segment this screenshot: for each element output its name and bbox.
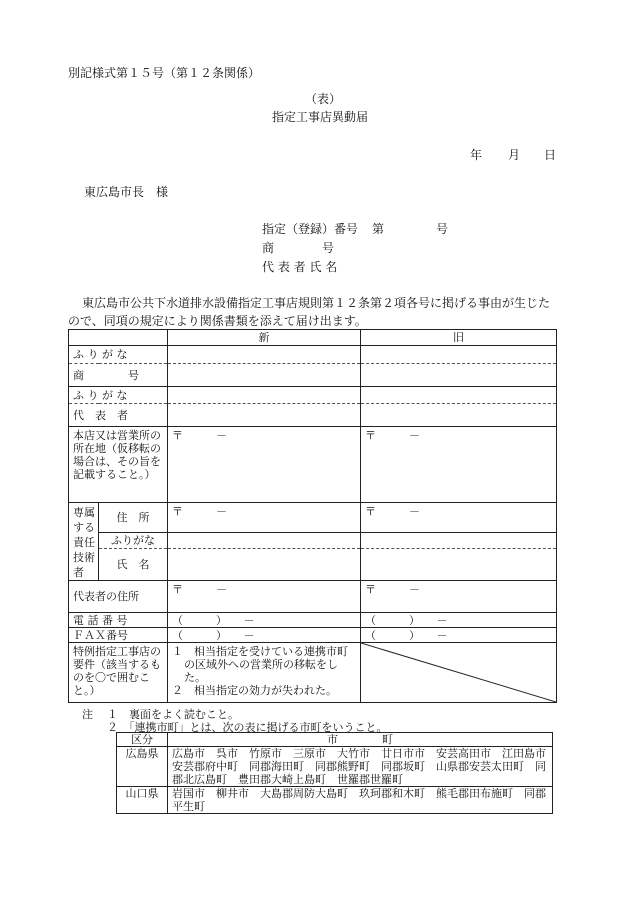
trade-furigana-label: ふ り が な xyxy=(69,346,168,364)
office-address-new[interactable] xyxy=(168,427,361,503)
rep-address-old[interactable] xyxy=(361,581,557,613)
area-col-region: 区分 xyxy=(117,733,168,747)
area-region-hiroshima: 広島県 xyxy=(117,747,168,787)
postal-mark: 〒 － xyxy=(172,429,227,442)
representative-old[interactable] xyxy=(361,404,557,427)
addressee: 東広島市長 様 xyxy=(84,185,169,199)
phone-old[interactable]: （ ） － xyxy=(361,613,557,628)
postal-mark: 〒 － xyxy=(365,583,420,596)
special-item-2[interactable]: ２ 相当指定の効力が失われた。 xyxy=(172,684,337,697)
rep-address-label: 代表者の住所 xyxy=(69,581,168,613)
fax-label: ＦＡＸ番号 xyxy=(69,628,168,643)
date-day: 日 xyxy=(544,148,557,162)
col-new-header: 新 xyxy=(168,330,361,346)
representative-new[interactable] xyxy=(168,404,361,427)
area-col-cities: 市 町 xyxy=(168,733,553,747)
special-options[interactable] xyxy=(168,643,361,703)
engineer-name-new[interactable] xyxy=(168,548,361,580)
change-table xyxy=(68,329,557,703)
area-region-yamaguchi: 山口県 xyxy=(117,787,168,814)
col-old-header: 旧 xyxy=(361,330,557,346)
office-address-old[interactable] xyxy=(361,427,557,503)
partner-cities-table xyxy=(116,732,557,814)
fax-old[interactable]: （ ） － xyxy=(361,628,557,643)
special-label: 特例指定工事店の要件（該当するものを〇で囲むこと。） xyxy=(69,643,168,703)
rep-furigana-old[interactable] xyxy=(361,387,557,404)
postal-mark: 〒 － xyxy=(172,583,227,596)
special-item-1[interactable]: １ 相当指定を受けている連携市町の区域外への営業所の移転をした。 xyxy=(172,645,348,684)
diagonal-strike xyxy=(361,643,556,702)
note-2: ２ 「連携市町」とは、次の表に掲げる市町をいうこと。 xyxy=(107,721,388,734)
area-cities-yamaguchi: 岩国市 柳井市 大島郡周防大島町 玖珂郡和木町 熊毛郡田布施町 同郡平生町 xyxy=(168,787,553,814)
note-1: １ 裏面をよく読むこと。 xyxy=(107,708,239,721)
designation-label: 指定（登録）番号 xyxy=(262,222,359,236)
fax-new[interactable]: （ ） － xyxy=(168,628,361,643)
engineer-name-old[interactable] xyxy=(361,548,557,580)
form-id: 別記様式第１５号（第１２条関係） xyxy=(68,66,261,80)
side-label: （表） xyxy=(305,92,342,106)
postal-mark: 〒 － xyxy=(365,505,420,518)
phone-label: 電 話 番 号 xyxy=(69,613,168,628)
engineer-address-new[interactable] xyxy=(168,503,361,533)
rep-furigana-new[interactable] xyxy=(168,387,361,404)
engineer-address-label: 住 所 xyxy=(99,503,168,533)
designation-no-prefix: 第 xyxy=(372,222,385,236)
trade-name-new[interactable] xyxy=(168,364,361,387)
trade-name-old[interactable] xyxy=(361,364,557,387)
area-cities-hiroshima: 広島市 呉市 竹原市 三原市 大竹市 廿日市市 安芸高田市 江田島市 安芸郡府中町 同郡海田町 同郡熊野町 同郡坂町 山県郡安芸太田町 同郡北広島町 豊田郡大崎上島町 世羅郡世羅町 xyxy=(168,747,553,787)
engineer-furigana-label: ふりがな xyxy=(99,533,168,548)
office-address-label: 本店又は営業所の所在地（仮移転の場合は、その旨を記載すること。） xyxy=(69,427,168,503)
engineer-name-label: 氏 名 xyxy=(99,548,168,580)
rep-address-new[interactable] xyxy=(168,581,361,613)
special-old-crossed xyxy=(361,643,557,703)
trade-name-row-label: 商 号 xyxy=(69,364,168,387)
trade-furigana-old[interactable] xyxy=(361,346,557,364)
phone-new[interactable]: （ ） － xyxy=(168,613,361,628)
date-month: 月 xyxy=(508,148,521,162)
engineer-furigana-new[interactable] xyxy=(168,533,361,548)
engineer-group-label: 専属する責任技術者 xyxy=(69,503,99,581)
engineer-furigana-old[interactable] xyxy=(361,533,557,548)
engineer-address-old[interactable] xyxy=(361,503,557,533)
representative-label: 代 表 者 氏 名 xyxy=(262,260,338,274)
postal-mark: 〒 － xyxy=(365,429,420,442)
date-year: 年 xyxy=(470,148,483,162)
header-blank xyxy=(69,330,168,346)
representative-row-label: 代 表 者 xyxy=(69,404,168,427)
intro-text: 東広島市公共下水道排水設備指定工事店規則第１２条第２項各号に掲げる事由が生じたので、同項の規定により関係書類を添えて届け出ます。 xyxy=(68,296,551,328)
designation-no-suffix: 号 xyxy=(436,222,449,236)
rep-furigana-label: ふ り が な xyxy=(69,387,168,404)
notes-label: 注 xyxy=(82,708,93,721)
form-title: 指定工事店異動届 xyxy=(272,110,369,124)
trade-name-label: 商 号 xyxy=(262,241,335,255)
trade-furigana-new[interactable] xyxy=(168,346,361,364)
postal-mark: 〒 － xyxy=(172,505,227,518)
